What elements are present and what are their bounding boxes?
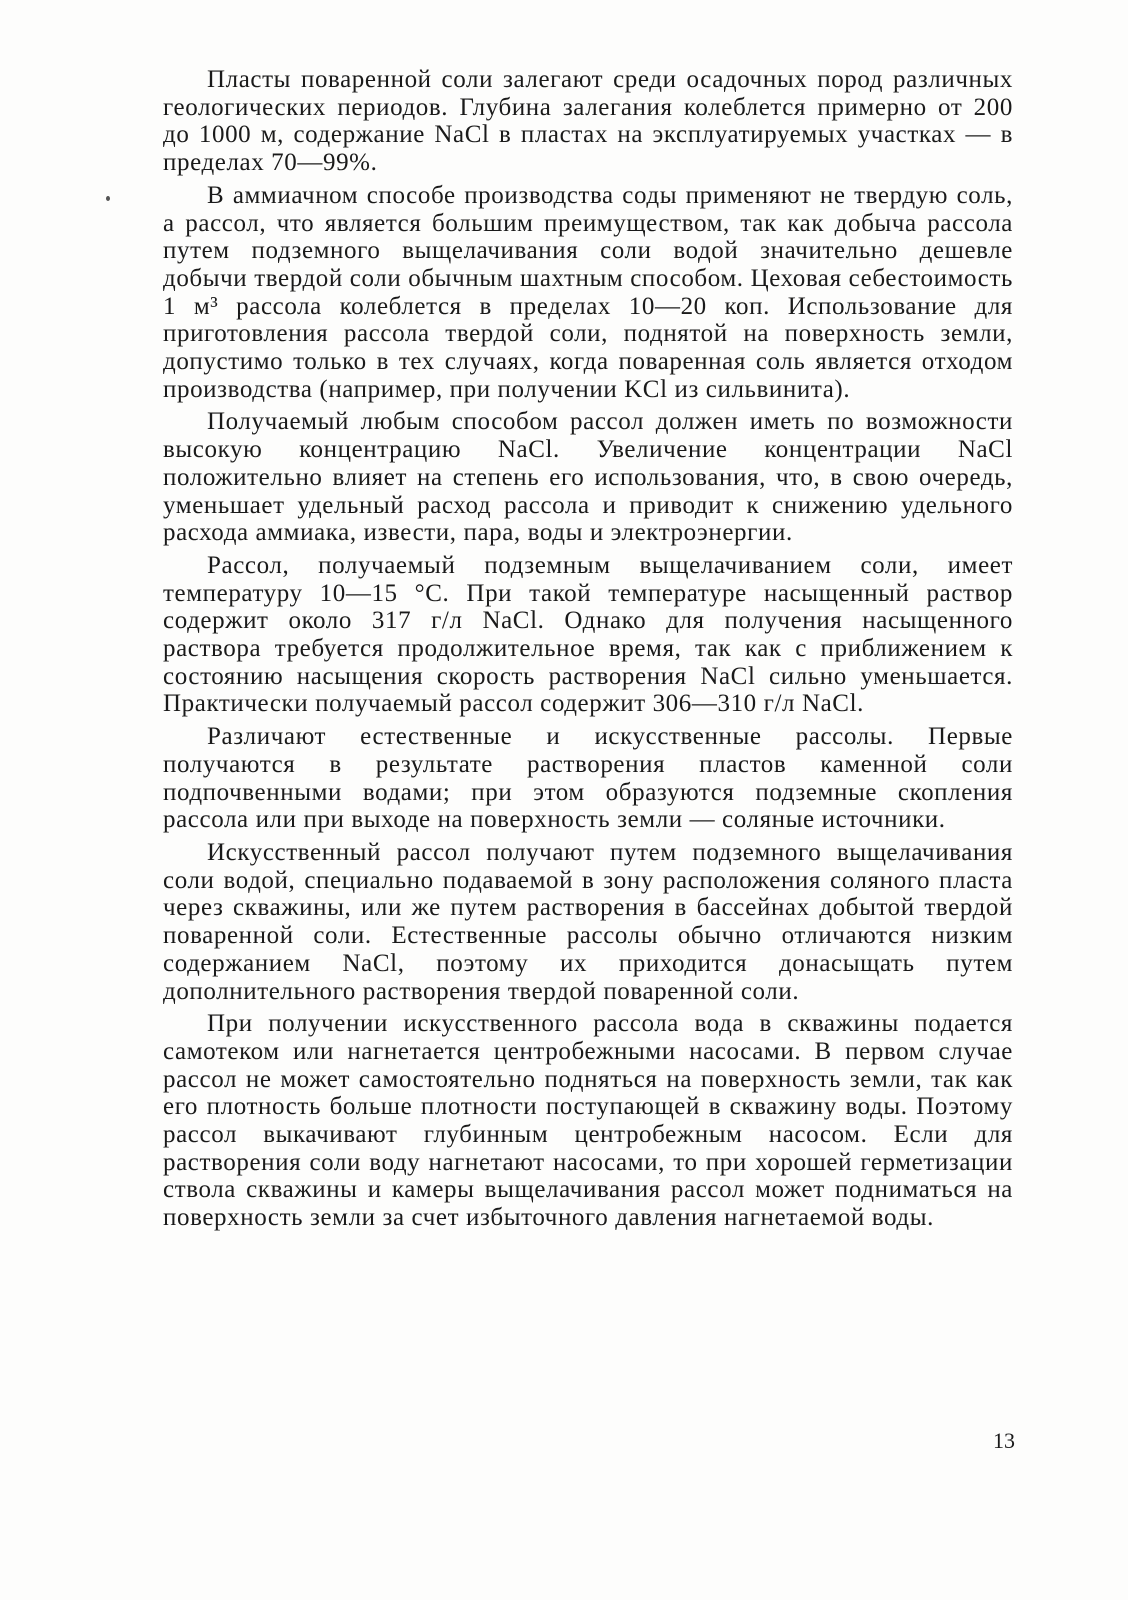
paragraph-6: Искусственный рассол получают путем подземного выщелачивания соли водой, специально подаваемой в зону расположения соляного пласта через скважины, или же путем растворения в бассейнах добытой твердой поваренной соли. Естественные рассолы обычно отличаются низким содержанием NaCl, поэтому их приходится донасыщать путем дополнительного растворения твердой поваренной соли. [163, 838, 1013, 1005]
paragraph-3: Получаемый любым способом рассол должен иметь по возможности высокую концентрацию NaCl. Увеличение концентрации NaCl положительно влияет на степень его использования, что, в свою очередь, уменьшает удельный расход рассола и приводит к снижению удельного расхода аммиака, извести, пара, воды и электроэнергии. [163, 408, 1013, 547]
body-text [163, 66, 1013, 1232]
paragraph-4: Рассол, получаемый подземным выщелачиванием соли, имеет температуру 10—15 °С. При такой температуре насыщенный раствор содержит около 317 г/л NaCl. Однако для получения насыщенного раствора требуется продолжительное время, так как с приближением к состоянию насыщения скорость растворения NaCl сильно уменьшается. Практически получаемый рассол содержит 306—310 г/л NaCl. [163, 551, 1013, 718]
paragraph-7: При получении искусственного рассола вода в скважины подается самотеком или нагнетается центробежными насосами. В первом случае рассол не может самостоятельно подняться на поверхность земли, так как его плотность больше плотности поступающей в скважину воды. Поэтому рассол выкачивают глубинным центробежным насосом. Если для растворения соли воду нагнетают насосами, то при хорошей герметизации ствола скважины и камеры выщелачивания рассол может подниматься на поверхность земли за счет избыточного давления нагнетаемой воды. [163, 1010, 1013, 1232]
paragraph-1: Пласты поваренной соли залегают среди осадочных пород различных геологических периодов. Глубина залегания колеблется примерно от 200 до 1000 м, содержание NaCl в пластах на эксплуатируемых участках — в пределах 70—99%. [163, 66, 1013, 177]
paragraph-2: В аммиачном способе производства соды применяют не твердую соль, а рассол, что является большим преимуществом, так как добыча рассола путем подземного выщелачивания соли водой значительно дешевле добычи твердой соли обычным шахтным способом. Цеховая себестоимость 1 м³ рассола колеблется в пределах 10—20 коп. Использование для приготовления рассола твердой соли, поднятой на поверхность земли, допустимо только в тех случаях, когда поваренная соль является отходом производства (например, при получении KCl из сильвинита). [163, 181, 1013, 403]
scan-speck [106, 196, 110, 201]
paragraph-5: Различают естественные и искусственные рассолы. Первые получаются в результате растворения пластов каменной соли подпочвенными водами; при этом образуются подземные скопления рассола или при выходе на поверхность земли — соляные источники. [163, 723, 1013, 834]
page-number: 13 [993, 1428, 1015, 1453]
